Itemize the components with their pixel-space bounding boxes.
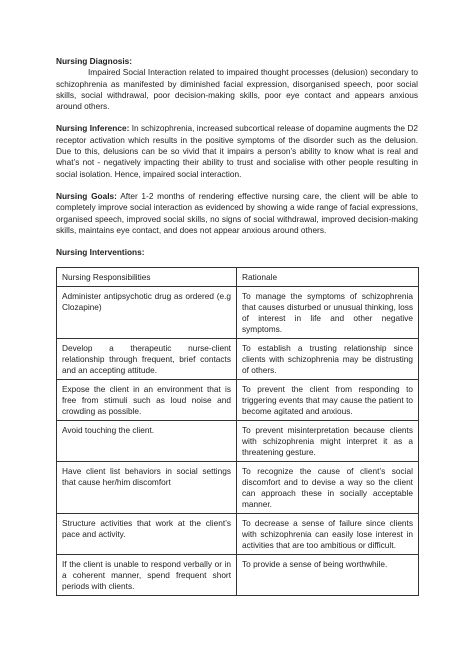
table-header-row xyxy=(57,268,419,287)
goals-paragraph xyxy=(56,191,418,236)
table-row xyxy=(57,462,419,514)
responsibility-cell: Avoid touching the client. xyxy=(57,421,237,462)
inference-paragraph xyxy=(56,123,418,179)
table-row xyxy=(57,555,419,596)
column-header-responsibilities: Nursing Responsibilities xyxy=(57,268,237,287)
rationale-cell: To prevent misinterpretation because clients with schizophrenia might interpret it as a threatening gesture. xyxy=(237,421,419,462)
rationale-cell: To recognize the cause of client’s social discomfort and to devise a way so the client can approach these in socially acceptable manner. xyxy=(237,462,419,514)
table-row xyxy=(57,339,419,380)
rationale-cell: To prevent the client from responding to triggering events that may cause the patient to become agitated and anxious. xyxy=(237,380,419,421)
inference-text: In schizophrenia, increased subcortical release of dopamine augments the D2 receptor activation which results in the positive symptoms of the disorder such as the delusion. Due to this, delusions can be so vivid that it impairs a person’s ability to know what is real and what’s not - negatively impacting their ability to trust and socialise with other people resulting in social isolation. Hence, impaired social interaction. xyxy=(56,123,418,179)
rationale-cell: To manage the symptoms of schizophrenia that causes disturbed or unusual thinking, loss of interest in life and other negative symptoms. xyxy=(237,287,419,339)
diagnosis-text: Impaired Social Interaction related to impaired thought processes (delusion) secondary to schizophrenia as manifested by diminished facial expression, disorganised speech, poor social skills, social withdrawal, poor decision-making skills, poor eye contact and appears anxious around others. xyxy=(56,67,418,112)
responsibility-cell: Administer antipsychotic drug as ordered (e.g Clozapine) xyxy=(57,287,237,339)
responsibility-cell: Develop a therapeutic nurse-client relationship through frequent, brief contacts and an accepting attitude. xyxy=(57,339,237,380)
responsibility-cell: Expose the client in an environment that is free from stimuli such as loud noise and crowding as possible. xyxy=(57,380,237,421)
table-row xyxy=(57,421,419,462)
responsibility-cell: Structure activities that work at the client’s pace and activity. xyxy=(57,514,237,555)
responsibility-cell: If the client is unable to respond verbally or in a coherent manner, spend frequent short periods with clients. xyxy=(57,555,237,596)
diagnosis-heading: Nursing Diagnosis: xyxy=(56,56,133,66)
table-row xyxy=(57,287,419,339)
inference-heading: Nursing Inference: xyxy=(56,123,130,134)
interventions-heading: Nursing Interventions: xyxy=(56,247,145,258)
column-header-rationale: Rationale xyxy=(237,268,419,287)
table-row xyxy=(57,514,419,555)
rationale-cell: To provide a sense of being worthwhile. xyxy=(237,555,419,596)
rationale-cell: To establish a trusting relationship since clients with schizophrenia may be distrusting of others. xyxy=(237,339,419,380)
goals-text: After 1-2 months of rendering effective nursing care, the client will be able to completely improve social interaction as evidenced by showing a wide range of facial expressions, organised speech, improved social skills, no signs of social withdrawal, improved decision-making skills, maintains eye contact, and does not appear anxious around others. xyxy=(56,190,419,235)
rationale-cell: To decrease a sense of failure since clients with schizophrenia can easily lose interest in activities that are too ambitious or difficult. xyxy=(237,514,419,555)
responsibility-cell: Have client list behaviors in social settings that cause her/him discomfort xyxy=(57,462,237,514)
document-content xyxy=(56,56,418,596)
table-row xyxy=(57,380,419,421)
interventions-table xyxy=(56,267,419,596)
goals-heading: Nursing Goals: xyxy=(56,190,117,201)
